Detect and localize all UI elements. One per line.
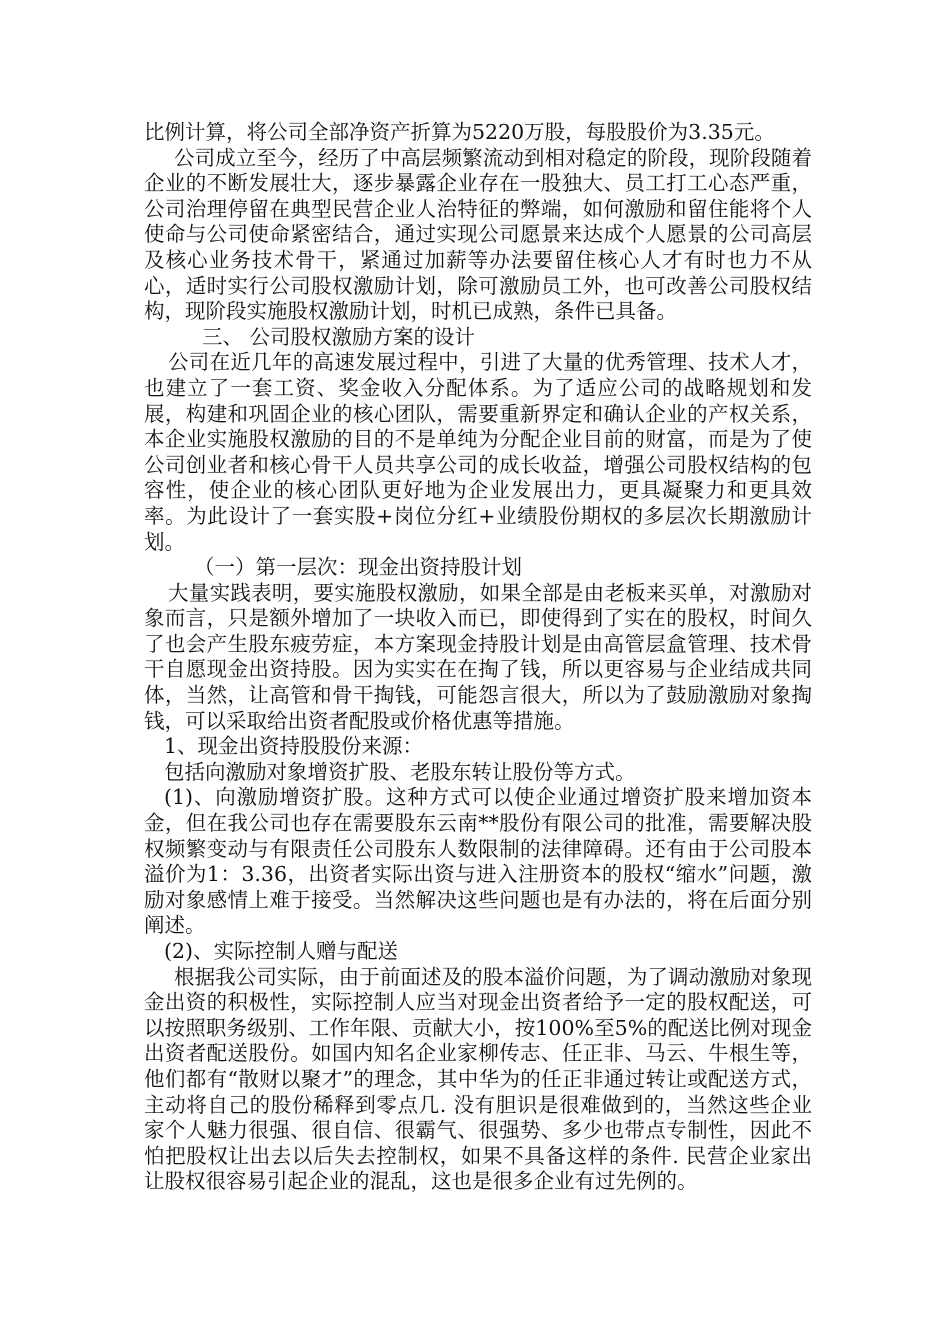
paragraph-share-calculation: 比例计算，将公司全部净资产折算为5220万股，每股股价为3.35元。	[144, 120, 775, 144]
document-body	[144, 120, 812, 1195]
item-heading-controller-gift: (2)、实际控制人赠与配送	[164, 939, 399, 963]
paragraph-source-methods: 包括向激励对象增资扩股、老股东转让股份等方式。	[164, 759, 636, 784]
paragraph-incentive-purpose: 公司在近几年的高速发展过程中，引进了大量的优秀管理、技术人才，也建立了一套工资、奖金收入分配体系。为了适应公司的战略规划和发展，构建和巩固企业的核心团队，需要重新界定和确认企业的产权关系，本企业实施股权激励的目的不是单纯为分配企业目前的财富，而是为了使公司创业者和核心骨干人员共享公司的成长收益，增强公司股权结构的包容性，使企业的核心团队更好地为企业发展出力，更具凝聚力和更具效率。为此设计了一套实股+岗位分红+业绩股份期权的多层次长期激励计划。	[144, 350, 812, 554]
paragraph-controller-gift: 根据我公司实际，由于前面述及的股本溢价问题，为了调动激励对象现金出资的积极性，实际控制人应当对现金出资者给予一定的股权配送，可以按照职务级别、工作年限、贡献大小，按100%至5%的配送比例对现金出资者配送股份。如国内知名企业家柳传志、任正非、马云、牛根生等，他们都有“散财以聚才”的理念，其中华为的任正非通过转让或配送方式，主动将自己的股份稀释到零点几. 没有胆识是很难做到的，当然这些企业家个人魅力很强、很自信、很霸气、很强势、多少也带点专制性，因此不怕把股权让出去以后失去控制权，如果不具备这样的条件. 民营企业家出让股权很容易引起企业的混乱，这也是很多企业有过先例的。	[144, 964, 812, 1194]
section-heading-3: 三、 公司股权激励方案的设计	[202, 324, 476, 349]
paragraph-cash-holding-plan: 大量实践表明，要实施股权激励，如果全部是由老板来买单，对激励对象而言，只是额外增加了一块收入而已，即使得到了实在的股权，时间久了也会产生股东疲劳症，本方案现金持股计划是由高管层盒管理、技术骨干自愿现金出资持股。因为实实在在掏了钱，所以更容易与企业结成共同体，当然，让高管和骨干掏钱，可能怨言很大，所以为了鼓励激励对象掏钱，可以采取给出资者配股或价格优惠等措施。	[144, 580, 812, 733]
item-heading-share-source: 1、现金出资持股股份来源：	[164, 734, 424, 759]
subsection-heading-1: （一）第一层次：现金出资持股计划	[194, 555, 522, 580]
paragraph-capital-increase: (1)、向激励增资扩股。这种方式可以使企业通过增资扩股来增加资本金，但在我公司也存在需要股东云南**股份有限公司的批准，需要解决股权频繁变动与有限责任公司股东人数限制的法律障碍。还有由于公司股本溢价为1：3.36，出资者实际出资与进入注册资本的股权“缩水”问题，激励对象感情上难于接受。当然解决这些问题也是有办法的，将在后面分别阐述。	[144, 785, 812, 938]
paragraph-company-background: 公司成立至今，经历了中高层频繁流动到相对稳定的阶段，现阶段随着企业的不断发展壮大，逐步暴露企业存在一股独大、员工打工心态严重，公司治理停留在典型民营企业人治特征的弊端，如何激励和留住能将个人使命与公司使命紧密结合，通过实现公司愿景来达成个人愿景的公司高层及核心业务技术骨干，紧通过加薪等办法要留住核心人才有时也力不从心，适时实行公司股权激励计划，除可激励员工外，也可改善公司股权结构，现阶段实施股权激励计划，时机已成熟，条件已具备。	[144, 145, 812, 324]
